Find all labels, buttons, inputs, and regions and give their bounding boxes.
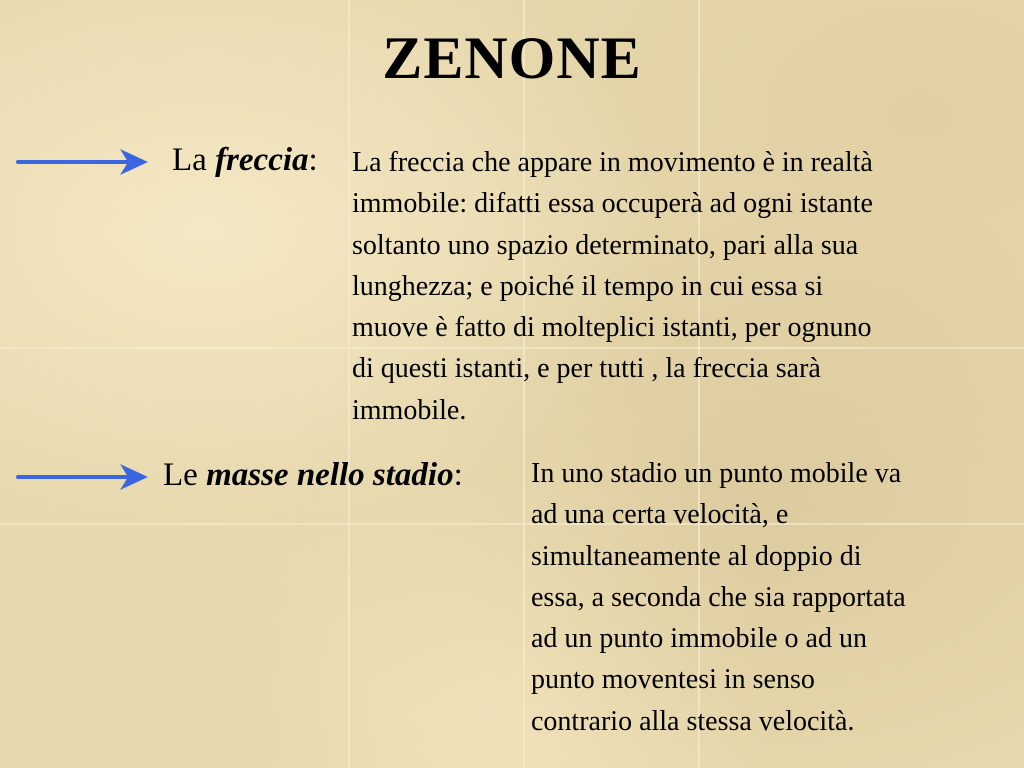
body-line: simultaneamente al doppio di [531, 540, 862, 572]
body-line: La freccia che appare in movimento è in realtà [352, 147, 873, 178]
right-arrow-icon [16, 145, 151, 179]
label-term: masse nello stadio [206, 457, 454, 493]
right-arrow-icon [16, 460, 151, 494]
body-line: In uno stadio un punto mobile va [531, 458, 902, 489]
body-line: di questi istanti, e per tutti , la freccia sarà [352, 353, 821, 385]
body-line: soltanto uno spazio determinato, pari alla sua [352, 229, 859, 261]
body-line: immobile: difatti essa occuperà ad ogni istante [352, 188, 873, 220]
slide-title: ZENONE [382, 25, 642, 91]
body-line: muove è fatto di molteplici istanti, per ognuno [352, 312, 872, 344]
body-line: ad una certa velocità, e [531, 499, 789, 531]
section-body [531, 453, 1011, 742]
body-line: punto moventesi in senso [531, 664, 815, 696]
body-line: lunghezza; e poiché il tempo in cui essa si [352, 270, 824, 302]
body-line: ad un punto immobile o ad un [531, 623, 867, 655]
section-label [163, 456, 463, 494]
section-label [172, 141, 318, 179]
label-term: freccia [215, 142, 309, 178]
body-line: contrario alla stessa velocità. [531, 705, 855, 737]
label-prefix: La [172, 142, 207, 178]
body-line: essa, a seconda che sia rapportata [531, 581, 906, 613]
section-body [352, 142, 1012, 431]
body-line: immobile. [352, 394, 467, 426]
label-suffix: : [308, 142, 318, 178]
label-suffix: : [453, 457, 463, 493]
label-prefix: Le [163, 457, 198, 493]
